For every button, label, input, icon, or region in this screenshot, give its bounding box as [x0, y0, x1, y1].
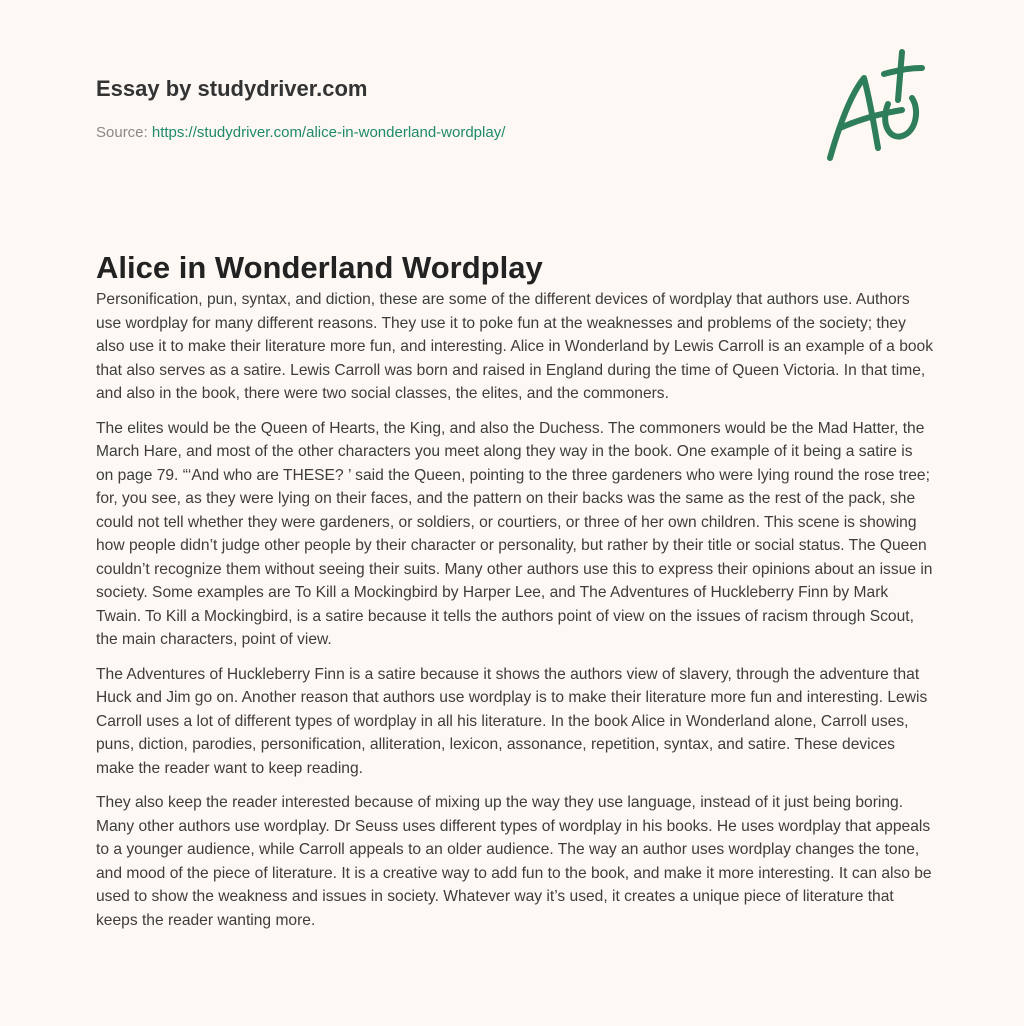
source-link[interactable]: https://studydriver.com/alice-in-wonderland-wordplay/: [151, 124, 506, 141]
site-title: Essay by studydriver.com: [96, 76, 368, 101]
essay-paragraph: They also keep the reader interested because of mixing up the way they use language, instead of it just being boring. Many other authors use wordplay. Dr Seuss uses different types of wordplay in his books. He uses wordplay that appeals to a younger audience, while Carroll appeals to an older audience. The way an author uses wordplay changes the tone, and mood of the piece of literature. It is a creative way to add fun to the book, and make it more interesting. It can also be used to show the weakness and issues in society. Whatever way it’s used, it creates a unique piece of literature that keeps the reader wanting more.: [96, 794, 932, 929]
essay-paragraph: The Adventures of Huckleberry Finn is a satire because it shows the authors view of slavery, through the adventure that Huck and Jim go on. Another reason that authors use wordplay is to make their literature more fun and interesting. Lewis Carroll uses a lot of different types of wordplay in all his literature. In the book Alice in Wonderland alone, Carroll uses, puns, diction, parodies, personification, alliteration, lexicon, assonance, repetition, syntax, and satire. These devices make the reader want to keep reading.: [96, 665, 928, 777]
essay-paragraph: The elites would be the Queen of Hearts, the King, and also the Duchess. The commoners would be the Mad Hatter, the March Hare, and most of the other characters you meet along they way in the book. One example of it being a satire is on page 79. “‘And who are THESE? ’ said the Queen, pointing to the three gardeners who were lying round the rose tree; for, you see, as they were lying on their faces, and the pattern on their backs was the same as the rest of the pack, she could not tell whether they were gardeners, or soldiers, or courtiers, or three of her own children. This scene is showing how people didn’t judge other people by their character or personality, but rather by their title or social status. The Queen couldn’t recognize them without seeing their suits. Many other authors use this to express their opinions about an issue in society. Some examples are To Kill a Mockingbird by Harper Lee, and The Adventures of Huckleberry Finn by Mark Twain. To Kill a Mockingbird, is a satire because it tells the authors point of view on the issues of racism through Scout, the main characters, point of view.: [96, 419, 933, 648]
source-line: [96, 124, 505, 141]
essay-paragraph: Personification, pun, syntax, and diction, these are some of the different devices of wordplay that authors use. Authors use wordplay for many different reasons. They use it to poke fun at the weaknesses and problems of the society; they also use it to make their literature more fun, and interesting. Alice in Wonderland by Lewis Carroll is an example of a book that also serves as a satire. Lewis Carroll was born and raised in England during the time of Queen Victoria. In that time, and also in the book, there were two social classes, the elites, and the commoners.: [96, 291, 934, 402]
essay-body: [96, 288, 934, 943]
essay-title: Alice in Wonderland Wordplay: [96, 250, 543, 285]
source-label: Source:: [96, 124, 148, 141]
a-plus-logo-icon: [818, 40, 928, 165]
